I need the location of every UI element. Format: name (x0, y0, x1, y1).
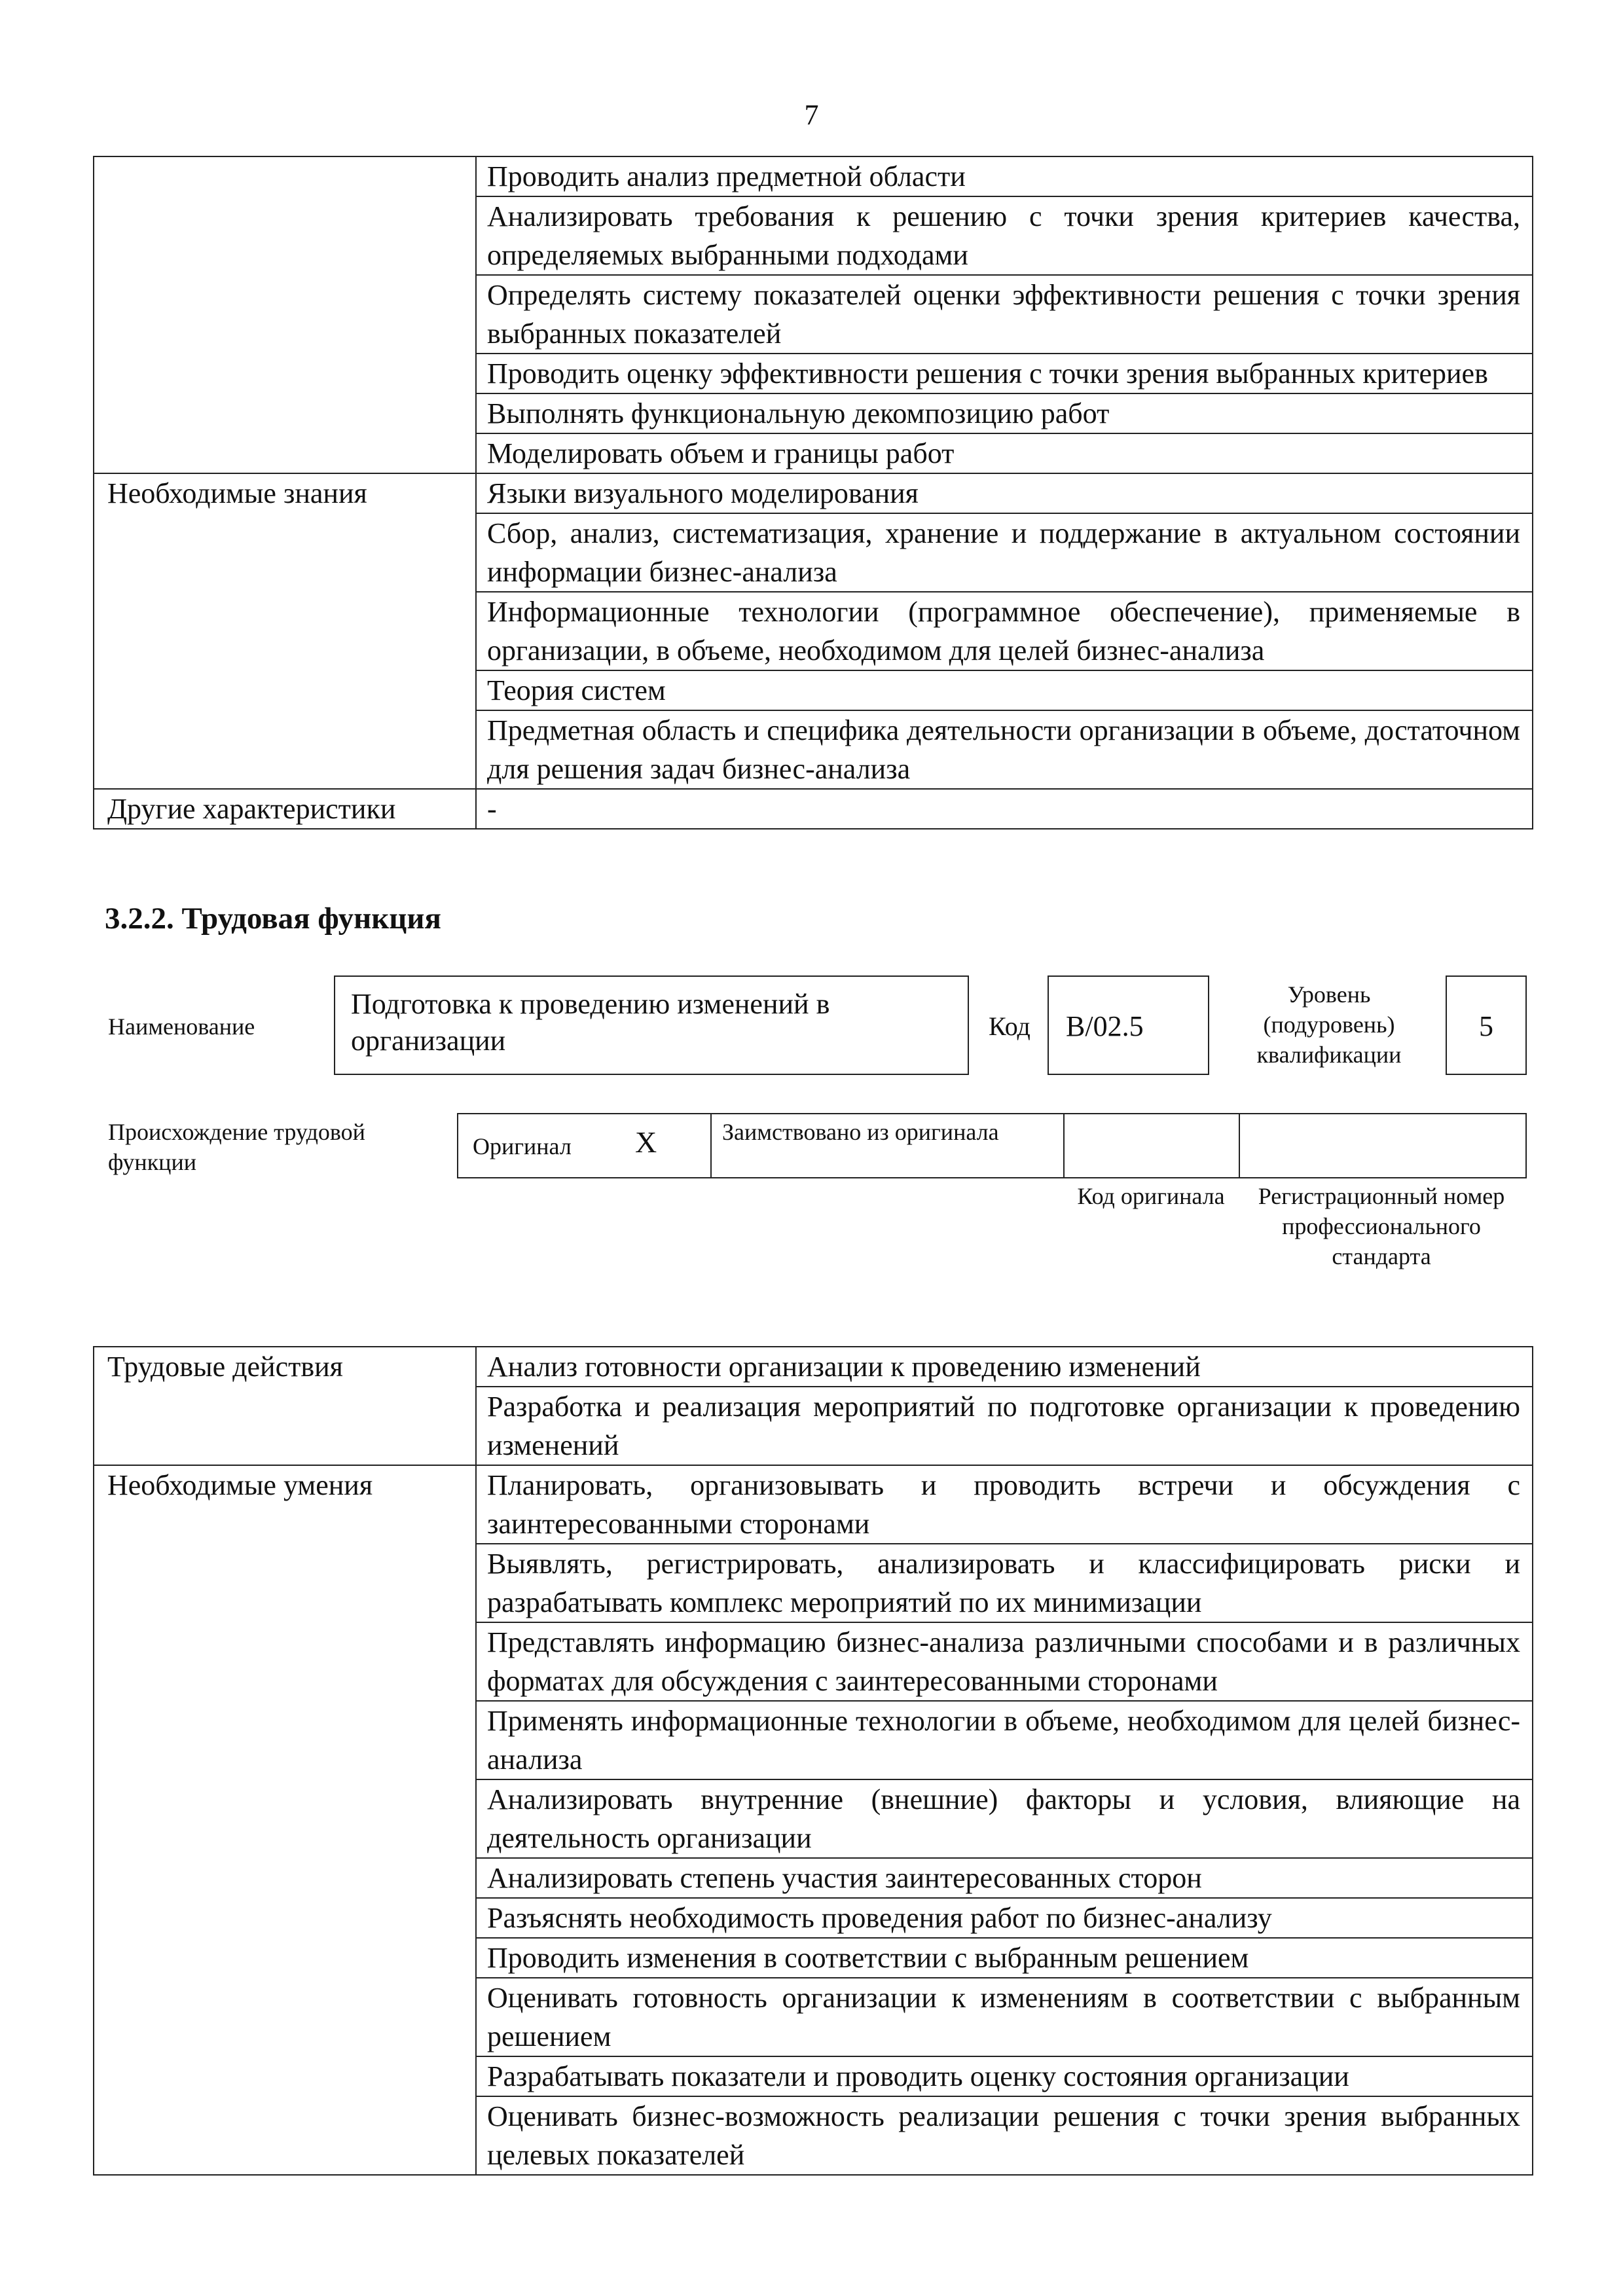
table-cell: Предметная область и специфика деятельности организации в объеме, достаточном для решения задач бизнес-анализа (476, 710, 1533, 789)
original-code-cell (1065, 1114, 1240, 1177)
table-row (94, 789, 1533, 829)
table-cell: Определять систему показателей оценки эффективности решения с точки зрения выбранных показателей (476, 275, 1533, 354)
table-cell: Анализировать внутренние (внешние) факторы и условия, влияющие на деятельность организации (476, 1779, 1533, 1858)
row-label: Другие характеристики (94, 789, 476, 829)
table-row (94, 1465, 1533, 1544)
row-label: Необходимые умения (94, 1465, 476, 2175)
name-label: Наименование (108, 1013, 255, 1040)
table-cell: Выполнять функциональную декомпозицию работ (476, 393, 1533, 433)
reg-number-cell (1240, 1114, 1525, 1177)
original-cell (458, 1114, 712, 1177)
table-cell: Анализ готовности организации к проведению изменений (476, 1347, 1533, 1387)
table-row (94, 1347, 1533, 1387)
labor-function-table (93, 1346, 1533, 2176)
level-label: Уровень (подуровень) квалификации (1256, 981, 1402, 1068)
table-cell: Анализировать требования к решению с точки зрения критериев качества, определяемых выбранными подходами (476, 196, 1533, 275)
table-cell: Теория систем (476, 670, 1533, 710)
code-label: Код (989, 1011, 1030, 1041)
page-number: 7 (804, 99, 819, 131)
table-cell: Планировать, организовывать и проводить встречи и обсуждения с заинтересованными сторонами (476, 1465, 1533, 1544)
table-cell: Оценивать готовность организации к изменениям в соответствии с выбранным решением (476, 1978, 1533, 2056)
borrowed-label: Заимствовано из оригинала (722, 1119, 999, 1145)
function-name-box: Подготовка к проведению изменений в организации (334, 975, 969, 1075)
code-box: B/02.5 (1048, 975, 1209, 1075)
table-cell: Проводить изменения в соответствии с выбранным решением (476, 1938, 1533, 1978)
table-cell: Проводить оценку эффективности решения с точки зрения выбранных критериев (476, 354, 1533, 393)
table-cell: Разрабатывать показатели и проводить оценку состояния организации (476, 2056, 1533, 2096)
table-cell: Выявлять, регистрировать, анализировать и классифицировать риски и разрабатывать комплекс мероприятий по их минимизации (476, 1544, 1533, 1622)
origin-label: Происхождение трудовой функции (108, 1119, 365, 1175)
level-box: 5 (1446, 975, 1527, 1075)
table-cell: Представлять информацию бизнес-анализа различными способами и в различных форматах для обсуждения с заинтересованными сторонами (476, 1622, 1533, 1701)
original-code-label: Код оригинала (1077, 1183, 1225, 1209)
table-cell: Анализировать степень участия заинтересованных сторон (476, 1858, 1533, 1898)
row-label: Трудовые действия (94, 1347, 476, 1465)
table-cell: Оценивать бизнес-возможность реализации решения с точки зрения выбранных целевых показателей (476, 2096, 1533, 2175)
table-cell: Моделировать объем и границы работ (476, 433, 1533, 473)
original-label: Оригинал (473, 1133, 572, 1159)
origin-row (457, 1113, 1527, 1178)
reg-number-label: Регистрационный номер профессионального стандарта (1258, 1183, 1505, 1269)
row-label (94, 156, 476, 473)
table-row (94, 473, 1533, 513)
row-label: Необходимые знания (94, 473, 476, 789)
table-cell: Применять информационные технологии в объеме, необходимом для целей бизнес-анализа (476, 1701, 1533, 1779)
section-title: 3.2.2. Трудовая функция (105, 902, 441, 936)
table-cell: Сбор, анализ, систематизация, хранение и поддержание в актуальном состоянии информации бизнес-анализа (476, 513, 1533, 592)
table-cell: Языки визуального моделирования (476, 473, 1533, 513)
table-cell: Разъяснять необходимость проведения работ по бизнес-анализу (476, 1898, 1533, 1938)
table-cell: Проводить анализ предметной области (476, 156, 1533, 196)
table-row (94, 156, 1533, 196)
table-cell: Информационные технологии (программное обеспечение), применяемые в организации, в объеме, необходимом для целей бизнес-анализа (476, 592, 1533, 670)
borrowed-cell (712, 1114, 1065, 1177)
original-mark: X (635, 1125, 657, 1159)
table-cell: Разработка и реализация мероприятий по подготовке организации к проведению изменений (476, 1387, 1533, 1465)
table-cell: - (476, 789, 1533, 829)
requirements-table-continued (93, 156, 1533, 829)
